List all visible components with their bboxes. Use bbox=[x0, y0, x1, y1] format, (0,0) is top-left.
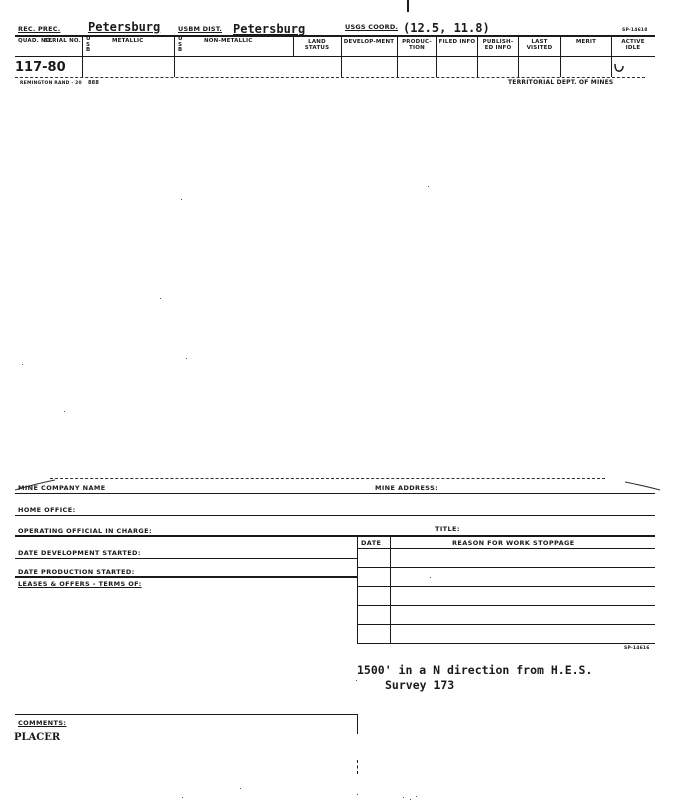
usgs-coord-value: (12.5, 11.8) bbox=[403, 21, 490, 35]
col-usb-a: U S B bbox=[86, 36, 91, 53]
leases-offers-label: LEASES & OFFERS - TERMS OF: bbox=[18, 580, 142, 588]
comments-value: PLACER bbox=[14, 732, 61, 743]
location-note-line2: Survey 173 bbox=[385, 678, 455, 692]
date-development-started-label: DATE DEVELOPMENT STARTED: bbox=[18, 549, 141, 557]
col-published-info: PUBLISH-ED INFO bbox=[482, 39, 514, 51]
top-tick bbox=[407, 0, 409, 12]
col-quad-no: QUAD. NO. bbox=[18, 38, 53, 44]
checkmark-icon bbox=[612, 62, 626, 74]
rec-prec-value: Petersburg bbox=[88, 20, 161, 34]
reason-column-header: REASON FOR WORK STOPPAGE bbox=[452, 539, 575, 547]
date-column-header: DATE bbox=[361, 539, 382, 547]
col-production: PRODUC-TION bbox=[402, 39, 432, 51]
footer-left: REMINGTON RAND - 20 bbox=[20, 81, 82, 86]
title-label: TITLE: bbox=[435, 525, 460, 533]
col-development: DEVELOP-MENT bbox=[343, 39, 395, 45]
quad-serial-value: 117-80 bbox=[15, 60, 66, 75]
col-filed-info: FILED INFO bbox=[438, 39, 476, 45]
form-number-top: SP-14618 bbox=[622, 28, 648, 33]
usgs-coord-label: USGS COORD. bbox=[345, 23, 399, 31]
col-serial-no: SERIAL NO. bbox=[44, 38, 81, 44]
usbm-dist-label: USBM DIST. bbox=[178, 25, 223, 33]
date-production-started-label: DATE PRODUCTION STARTED: bbox=[18, 568, 135, 576]
col-last-visited: LAST VISITED bbox=[526, 39, 553, 51]
mine-company-name-label: MINE COMPANY NAME bbox=[18, 484, 106, 492]
col-non-metallic: NON-METALLIC bbox=[204, 38, 253, 44]
col-usb-b: U S B bbox=[178, 36, 183, 53]
operating-official-label: OPERATING OFFICIAL IN CHARGE: bbox=[18, 527, 152, 535]
usbm-dist-value: Petersburg bbox=[233, 22, 306, 36]
footer-right: TERRITORIAL DEPT. OF MINES bbox=[508, 79, 614, 86]
form-number-bottom: SP-14616 bbox=[624, 646, 650, 651]
home-office-label: HOME OFFICE: bbox=[18, 506, 76, 514]
col-active-idle: ACTIVE IDLE bbox=[621, 39, 645, 51]
col-metallic: METALLIC bbox=[112, 38, 144, 44]
col-merit: MERIT bbox=[575, 39, 597, 45]
mine-address-label: MINE ADDRESS: bbox=[375, 484, 439, 492]
location-note-line1: 1500' in a N direction from H.E.S. bbox=[357, 663, 593, 677]
footer-left-code: 888 bbox=[88, 80, 100, 86]
col-land-status: LAND STATUS bbox=[304, 39, 330, 51]
comments-label: COMMENTS: bbox=[18, 719, 67, 727]
rec-prec-label: REC. PREC. bbox=[18, 25, 61, 33]
